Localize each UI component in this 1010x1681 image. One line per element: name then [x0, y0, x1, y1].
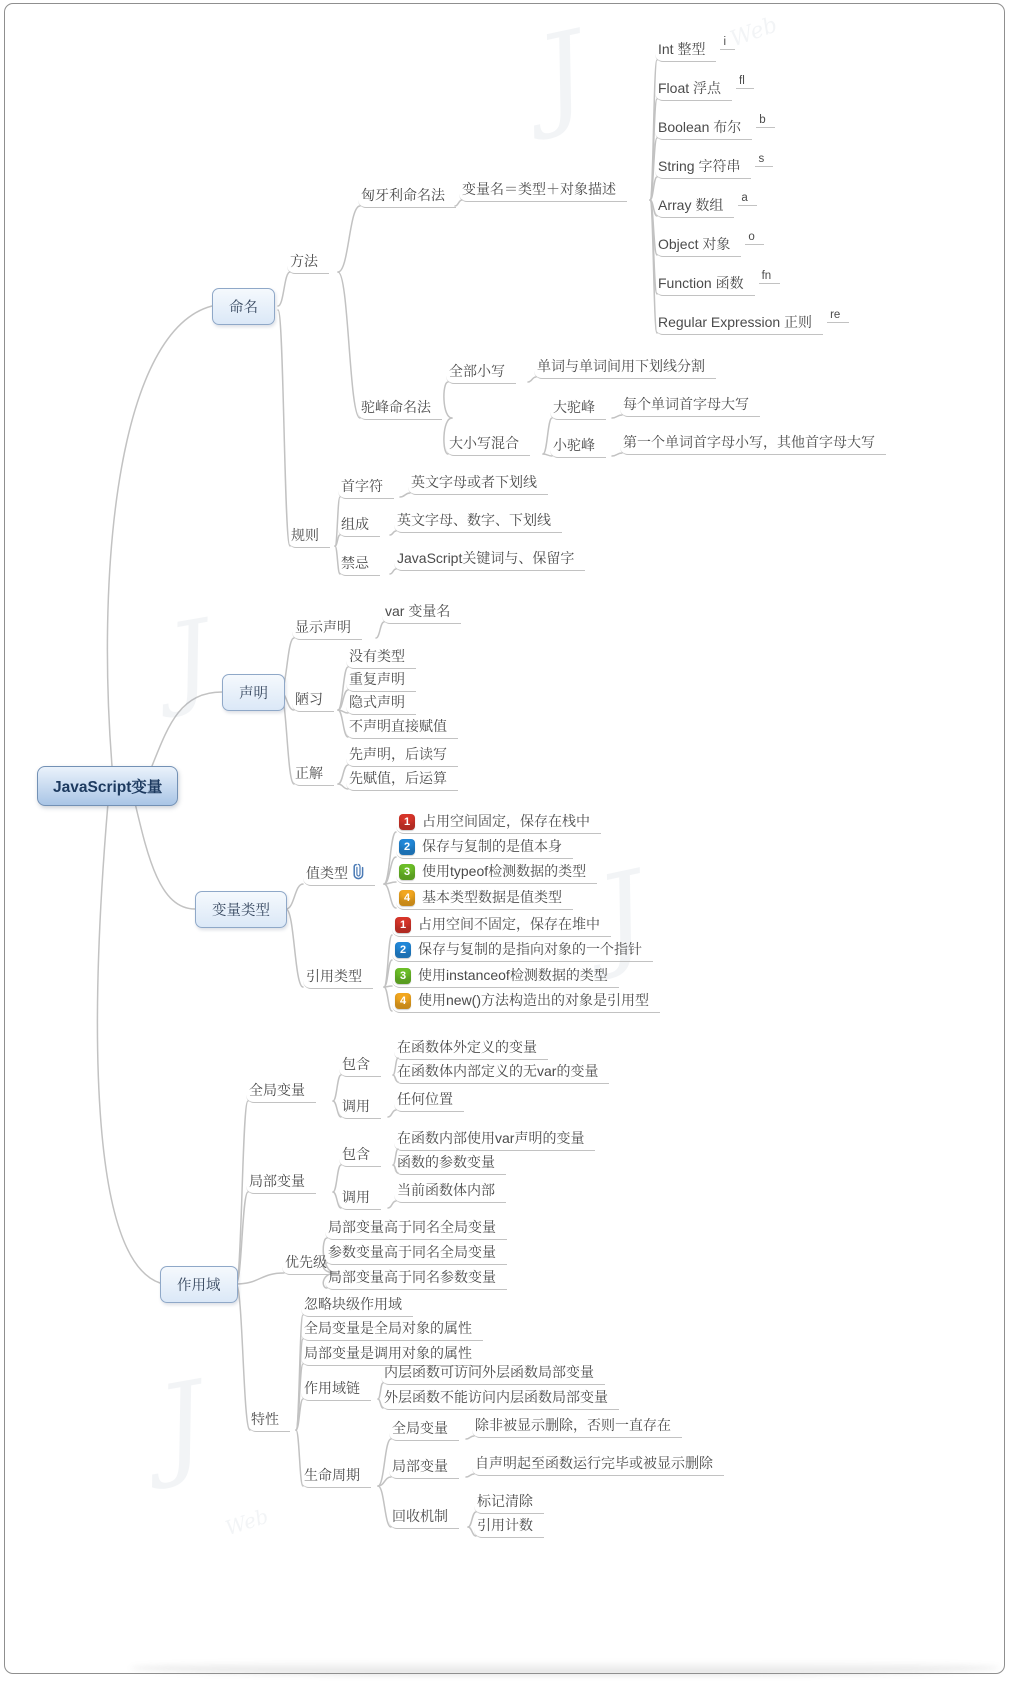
node-local-include-1-label: 在函数内部使用var声明的变量	[394, 1127, 595, 1151]
node-correct-2[interactable]	[346, 767, 458, 791]
node-global-var[interactable]	[246, 1079, 316, 1103]
node-chain-1-label: 内层函数可访问外层函数局部变量	[381, 1361, 605, 1385]
node-value-point-3-label: 使用typeof检测数据的类型	[422, 863, 587, 879]
node-composition[interactable]	[338, 513, 380, 537]
node-gc-label: 回收机制	[389, 1505, 459, 1529]
node-upper-camel-label: 大驼峰	[550, 396, 606, 420]
node-value-point-1-label: 占用空间固定，保存在栈中	[422, 813, 590, 829]
watermark: J	[587, 846, 657, 982]
node-local-include-label: 包含	[339, 1143, 381, 1167]
node-correct-1[interactable]	[346, 743, 458, 767]
node-type-string[interactable]	[655, 155, 773, 179]
node-lifecycle-global-desc[interactable]	[472, 1414, 682, 1438]
number-badge-3: 3	[395, 968, 411, 984]
node-camel[interactable]	[358, 396, 442, 420]
node-lower-camel-label: 小驼峰	[550, 434, 606, 458]
node-global-include-1[interactable]	[394, 1036, 548, 1060]
node-type-object-code: o	[745, 231, 763, 245]
node-hungarian-formula-label: 变量名＝类型＋对象描述	[459, 178, 627, 202]
node-value-point-2[interactable]	[396, 835, 573, 859]
node-ref-point-1[interactable]	[392, 913, 611, 937]
node-taboo-label: 禁忌	[338, 552, 380, 576]
node-lifecycle-local-desc-label: 自声明起至函数运行完毕或被显示删除	[472, 1452, 724, 1476]
node-type-int-label: Int 整型	[655, 38, 716, 62]
node-local-include-2-label: 函数的参数变量	[394, 1151, 506, 1175]
node-local-var-label: 局部变量	[246, 1170, 316, 1194]
node-type-string-label: String 字符串	[655, 155, 751, 179]
node-feature-1-label: 忽略块级作用域	[301, 1293, 413, 1317]
node-hungarian-formula[interactable]	[459, 178, 627, 202]
node-ref-type[interactable]	[303, 965, 373, 989]
node-type-array-code: a	[738, 192, 756, 206]
node-first-char-desc[interactable]	[408, 471, 548, 495]
node-lifecycle-local[interactable]	[389, 1455, 459, 1479]
node-bad-habit-4[interactable]	[346, 715, 458, 739]
node-ref-point-4-label: 使用new()方法构造出的对象是引用型	[418, 992, 650, 1008]
node-composition-label: 组成	[338, 513, 380, 537]
node-features-label: 特性	[248, 1408, 290, 1432]
number-badge-4: 4	[399, 890, 415, 906]
node-camel-label: 驼峰命名法	[358, 396, 442, 420]
node-taboo-desc-label: JavaScript关键词与、保留字	[394, 547, 585, 571]
node-explicit-decl-desc[interactable]	[382, 600, 461, 624]
node-value-type[interactable]	[303, 862, 375, 886]
node-declaration[interactable]	[222, 674, 285, 711]
node-type-object-label: Object 对象	[655, 233, 741, 257]
node-lifecycle-global[interactable]	[389, 1417, 459, 1441]
node-local-call-desc[interactable]	[394, 1179, 506, 1203]
node-priority-3-label: 局部变量高于同名参数变量	[325, 1266, 507, 1290]
node-ref-point-3[interactable]	[392, 964, 619, 988]
node-type-function-label: Function 函数	[655, 272, 755, 296]
node-priority-3[interactable]	[325, 1266, 507, 1290]
node-global-var-label: 全局变量	[246, 1079, 316, 1103]
node-type-function[interactable]	[655, 272, 780, 296]
number-badge-1: 1	[399, 814, 415, 830]
node-ref-type-label: 引用类型	[303, 965, 373, 989]
node-global-include-label: 包含	[339, 1053, 381, 1077]
watermark: Web	[222, 1503, 272, 1541]
node-bad-habits-label: 陋习	[292, 688, 334, 712]
node-all-lower-label: 全部小写	[446, 360, 516, 384]
number-badge-3: 3	[399, 864, 415, 880]
node-local-include-1[interactable]	[394, 1127, 595, 1151]
node-local-include[interactable]	[339, 1143, 381, 1167]
node-correct-2-label: 先赋值，后运算	[346, 767, 458, 791]
node-lifecycle-local-desc[interactable]	[472, 1452, 724, 1476]
node-lifecycle-label: 生命周期	[301, 1464, 371, 1488]
watermark: J	[160, 597, 220, 720]
node-first-char-desc-label: 英文字母或者下划线	[408, 471, 548, 495]
node-method-label: 方法	[287, 250, 329, 274]
node-explicit-decl-label: 显示声明	[292, 616, 362, 640]
node-type-float-label: Float 浮点	[655, 77, 732, 101]
node-taboo[interactable]	[338, 552, 380, 576]
node-scope-chain-label: 作用域链	[301, 1377, 371, 1401]
node-first-char[interactable]	[338, 475, 394, 499]
node-priority-1-label: 局部变量高于同名全局变量	[325, 1216, 507, 1240]
node-type-float[interactable]	[655, 77, 754, 101]
node-lifecycle[interactable]	[301, 1464, 371, 1488]
node-global-call-label: 调用	[339, 1095, 381, 1119]
node-value-type-label: 值类型	[306, 865, 348, 881]
node-upper-camel-desc[interactable]	[620, 393, 760, 417]
node-naming[interactable]	[212, 288, 275, 325]
node-chain-2[interactable]	[381, 1386, 619, 1410]
node-first-char-label: 首字符	[338, 475, 394, 499]
watermark: J	[527, 6, 597, 142]
node-gc-2[interactable]	[474, 1514, 544, 1538]
node-type-regexp-label: Regular Expression 正则	[655, 311, 823, 335]
number-badge-2: 2	[399, 839, 415, 855]
node-type-boolean-label: Boolean 布尔	[655, 116, 752, 140]
node-composition-desc-label: 英文字母、数字、下划线	[394, 509, 562, 533]
watermark: J	[149, 1357, 215, 1491]
node-value-point-3[interactable]	[396, 860, 597, 884]
node-rules[interactable]	[288, 524, 330, 548]
node-type-array-label: Array 数组	[655, 194, 734, 218]
number-badge-4: 4	[395, 993, 411, 1009]
node-feature-3-label: 局部变量是调用对象的属性	[301, 1342, 483, 1366]
node-local-call[interactable]	[339, 1186, 381, 1210]
node-value-point-4-label: 基本类型数据是值类型	[422, 889, 562, 905]
node-bad-habit-1[interactable]	[346, 645, 416, 669]
node-all-lower-desc-label: 单词与单词间用下划线分割	[534, 355, 716, 379]
node-feature-2-label: 全局变量是全局对象的属性	[301, 1317, 483, 1341]
node-var-types[interactable]	[195, 891, 287, 928]
node-type-float-code: fl	[736, 75, 754, 89]
node-mixed-case[interactable]	[446, 432, 530, 456]
node-composition-desc[interactable]	[394, 509, 562, 533]
node-lifecycle-local-label: 局部变量	[389, 1455, 459, 1479]
node-scope-chain[interactable]	[301, 1377, 371, 1401]
node-chain-2-label: 外层函数不能访问内层函数局部变量	[381, 1386, 619, 1410]
node-bad-habit-3[interactable]	[346, 691, 416, 715]
node-lower-camel-desc[interactable]	[620, 431, 886, 455]
node-priority-label: 优先级	[282, 1251, 338, 1275]
node-lower-camel-desc-label: 第一个单词首字母小写，其他首字母大写	[620, 431, 886, 455]
node-scope[interactable]	[160, 1266, 238, 1303]
node-type-boolean[interactable]	[655, 116, 775, 140]
node-global-include-2[interactable]	[394, 1060, 609, 1084]
node-priority-2-label: 参数变量高于同名全局变量	[325, 1241, 507, 1265]
node-type-object[interactable]	[655, 233, 764, 257]
node-chain-1[interactable]	[381, 1361, 605, 1385]
node-global-include-2-label: 在函数体内部定义的无var的变量	[394, 1060, 609, 1084]
node-gc-1-label: 标记清除	[474, 1490, 544, 1514]
node-gc[interactable]	[389, 1505, 459, 1529]
node-lifecycle-global-label: 全局变量	[389, 1417, 459, 1441]
node-global-call-desc[interactable]	[394, 1088, 464, 1112]
node-correct-1-label: 先声明，后读写	[346, 743, 458, 767]
node-mixed-case-label: 大小写混合	[446, 432, 530, 456]
node-all-lower[interactable]	[446, 360, 516, 384]
node-hungarian-label: 匈牙利命名法	[358, 184, 456, 208]
node-type-regexp[interactable]	[655, 311, 849, 335]
node-global-call[interactable]	[339, 1095, 381, 1119]
node-taboo-desc[interactable]	[394, 547, 585, 571]
node-root-label: JavaScript变量	[53, 779, 163, 796]
node-global-call-desc-label: 任何位置	[394, 1088, 464, 1112]
node-local-var[interactable]	[246, 1170, 316, 1194]
node-local-include-2[interactable]	[394, 1151, 506, 1175]
node-priority-2[interactable]	[325, 1241, 507, 1265]
node-feature-1[interactable]	[301, 1293, 413, 1317]
node-ref-point-4[interactable]	[392, 989, 660, 1013]
node-bad-habits[interactable]	[292, 688, 334, 712]
node-lifecycle-global-desc-label: 除非被显示删除，否则一直存在	[472, 1414, 682, 1438]
node-priority-1[interactable]	[325, 1216, 507, 1240]
watermark: Web	[727, 12, 781, 53]
node-var-types-label: 变量类型	[212, 903, 270, 919]
node-gc-1[interactable]	[474, 1490, 544, 1514]
node-bad-habit-2[interactable]	[346, 668, 416, 692]
node-ref-point-2[interactable]	[392, 938, 653, 962]
node-features[interactable]	[248, 1408, 290, 1432]
node-value-point-4[interactable]	[396, 886, 573, 910]
node-type-regexp-code: re	[827, 309, 849, 323]
node-value-point-2-label: 保存与复制的是值本身	[422, 838, 562, 854]
node-type-array[interactable]	[655, 194, 757, 218]
node-type-int[interactable]	[655, 38, 735, 62]
node-naming-label: 命名	[229, 300, 258, 316]
node-hungarian[interactable]	[358, 184, 456, 208]
node-all-lower-desc[interactable]	[534, 355, 716, 379]
node-ref-point-1-label: 占用空间不固定，保存在堆中	[418, 916, 600, 932]
node-ref-point-2-label: 保存与复制的是指向对象的一个指针	[418, 941, 642, 957]
node-global-include-1-label: 在函数体外定义的变量	[394, 1036, 548, 1060]
node-feature-2[interactable]	[301, 1317, 483, 1341]
node-type-string-code: s	[755, 153, 773, 167]
node-bad-habit-4-label: 不声明直接赋值	[346, 715, 458, 739]
paperclip-icon[interactable]	[353, 863, 364, 880]
node-declaration-label: 声明	[239, 686, 268, 702]
node-upper-camel[interactable]	[550, 396, 606, 420]
node-gc-2-label: 引用计数	[474, 1514, 544, 1538]
node-type-int-code: i	[720, 36, 735, 50]
number-badge-1: 1	[395, 917, 411, 933]
node-type-boolean-code: b	[756, 114, 774, 128]
node-correct-way[interactable]	[292, 762, 334, 786]
node-explicit-decl-desc-label: var 变量名	[382, 600, 461, 624]
node-explicit-decl[interactable]	[292, 616, 362, 640]
node-global-include[interactable]	[339, 1053, 381, 1077]
node-root[interactable]	[37, 766, 178, 806]
node-bad-habit-3-label: 隐式声明	[346, 691, 416, 715]
node-type-function-code: fn	[759, 270, 781, 284]
node-local-call-label: 调用	[339, 1186, 381, 1210]
node-lower-camel[interactable]	[550, 434, 606, 458]
node-value-point-1[interactable]	[396, 810, 601, 834]
node-ref-point-3-label: 使用instanceof检测数据的类型	[418, 967, 608, 983]
number-badge-2: 2	[395, 942, 411, 958]
node-method[interactable]	[287, 250, 329, 274]
node-scope-label: 作用域	[177, 1278, 221, 1294]
node-rules-label: 规则	[288, 524, 330, 548]
node-bad-habit-2-label: 重复声明	[346, 668, 416, 692]
node-upper-camel-desc-label: 每个单词首字母大写	[620, 393, 760, 417]
node-bad-habit-1-label: 没有类型	[346, 645, 416, 669]
node-correct-way-label: 正解	[292, 762, 334, 786]
node-local-call-desc-label: 当前函数体内部	[394, 1179, 506, 1203]
